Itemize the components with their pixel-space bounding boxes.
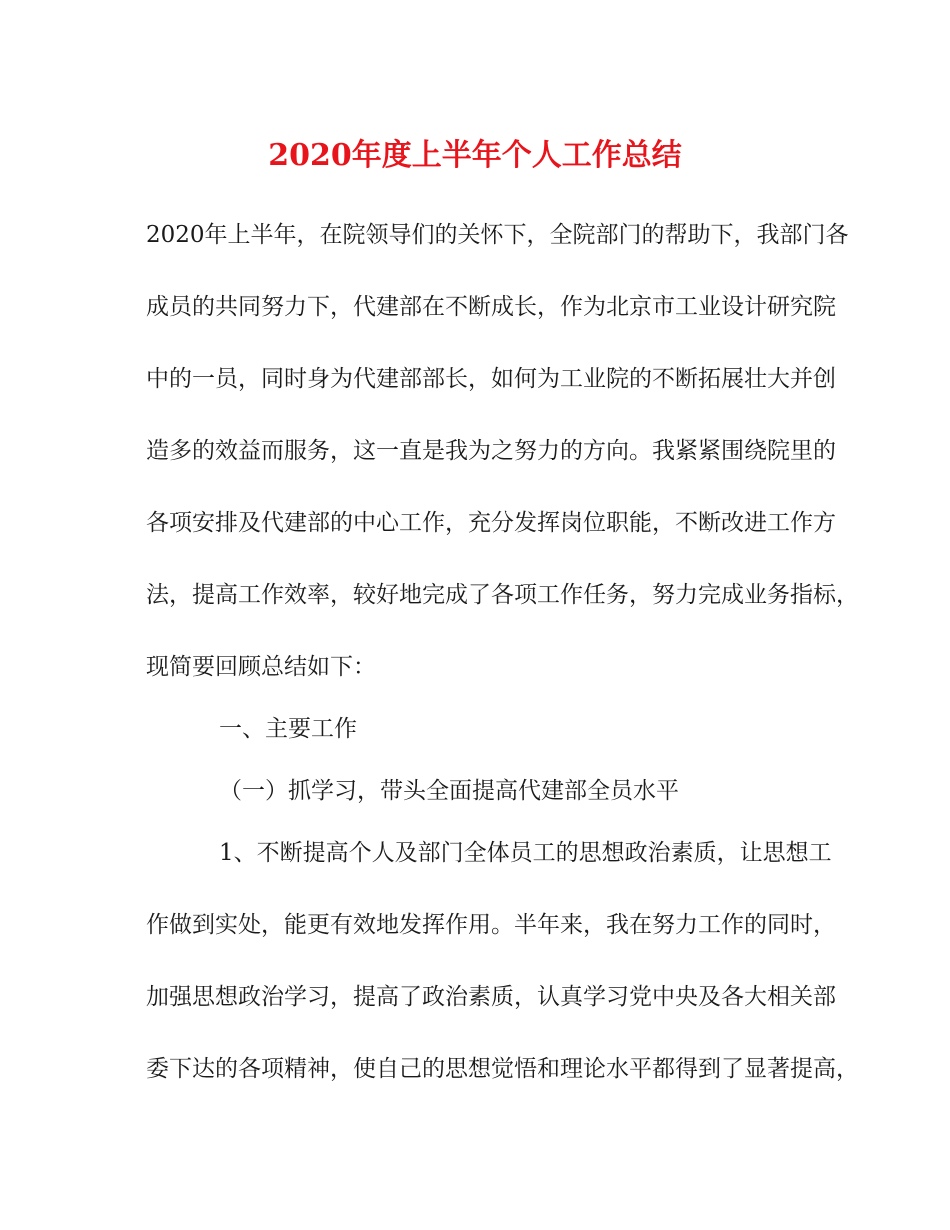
subsection-heading: （一）抓学习，带头全面提高代建部全员水平 <box>219 778 679 804</box>
paragraph-line-7: 现简要回顾总结如下： <box>146 654 376 680</box>
section-heading: 一、主要工作 <box>219 716 357 742</box>
paragraph-line-1: 2020年上半年，在院领导们的关怀下，全院部门的帮助下，我部门各 <box>146 222 849 248</box>
paragraph-line-11: 委下达的各项精神，使自己的思想觉悟和理论水平都得到了显著提高， <box>146 1056 859 1082</box>
paragraph-line-3: 中的一员，同时身为代建部部长，如何为工业院的不断拓展壮大并创 <box>146 366 836 392</box>
paragraph-line-2: 成员的共同努力下，代建部在不断成长，作为北京市工业设计研究院 <box>146 294 836 320</box>
paragraph-line-9: 作做到实处，能更有效地发挥作用。半年来，我在努力工作的同时， <box>146 912 836 938</box>
paragraph-line-6: 法，提高工作效率，较好地完成了各项工作任务，努力完成业务指标， <box>146 582 859 608</box>
paragraph-line-8: 1、不断提高个人及部门全体员工的思想政治素质，让思想工 <box>219 840 832 866</box>
document-title: 2020年度上半年个人工作总结 <box>268 138 682 173</box>
paragraph-line-4: 造多的效益而服务，这一直是我为之努力的方向。我紧紧围绕院里的 <box>146 438 836 464</box>
paragraph-line-5: 各项安排及代建部的中心工作，充分发挥岗位职能，不断改进工作方 <box>146 510 836 536</box>
paragraph-line-10: 加强思想政治学习，提高了政治素质，认真学习党中央及各大相关部 <box>146 984 836 1010</box>
